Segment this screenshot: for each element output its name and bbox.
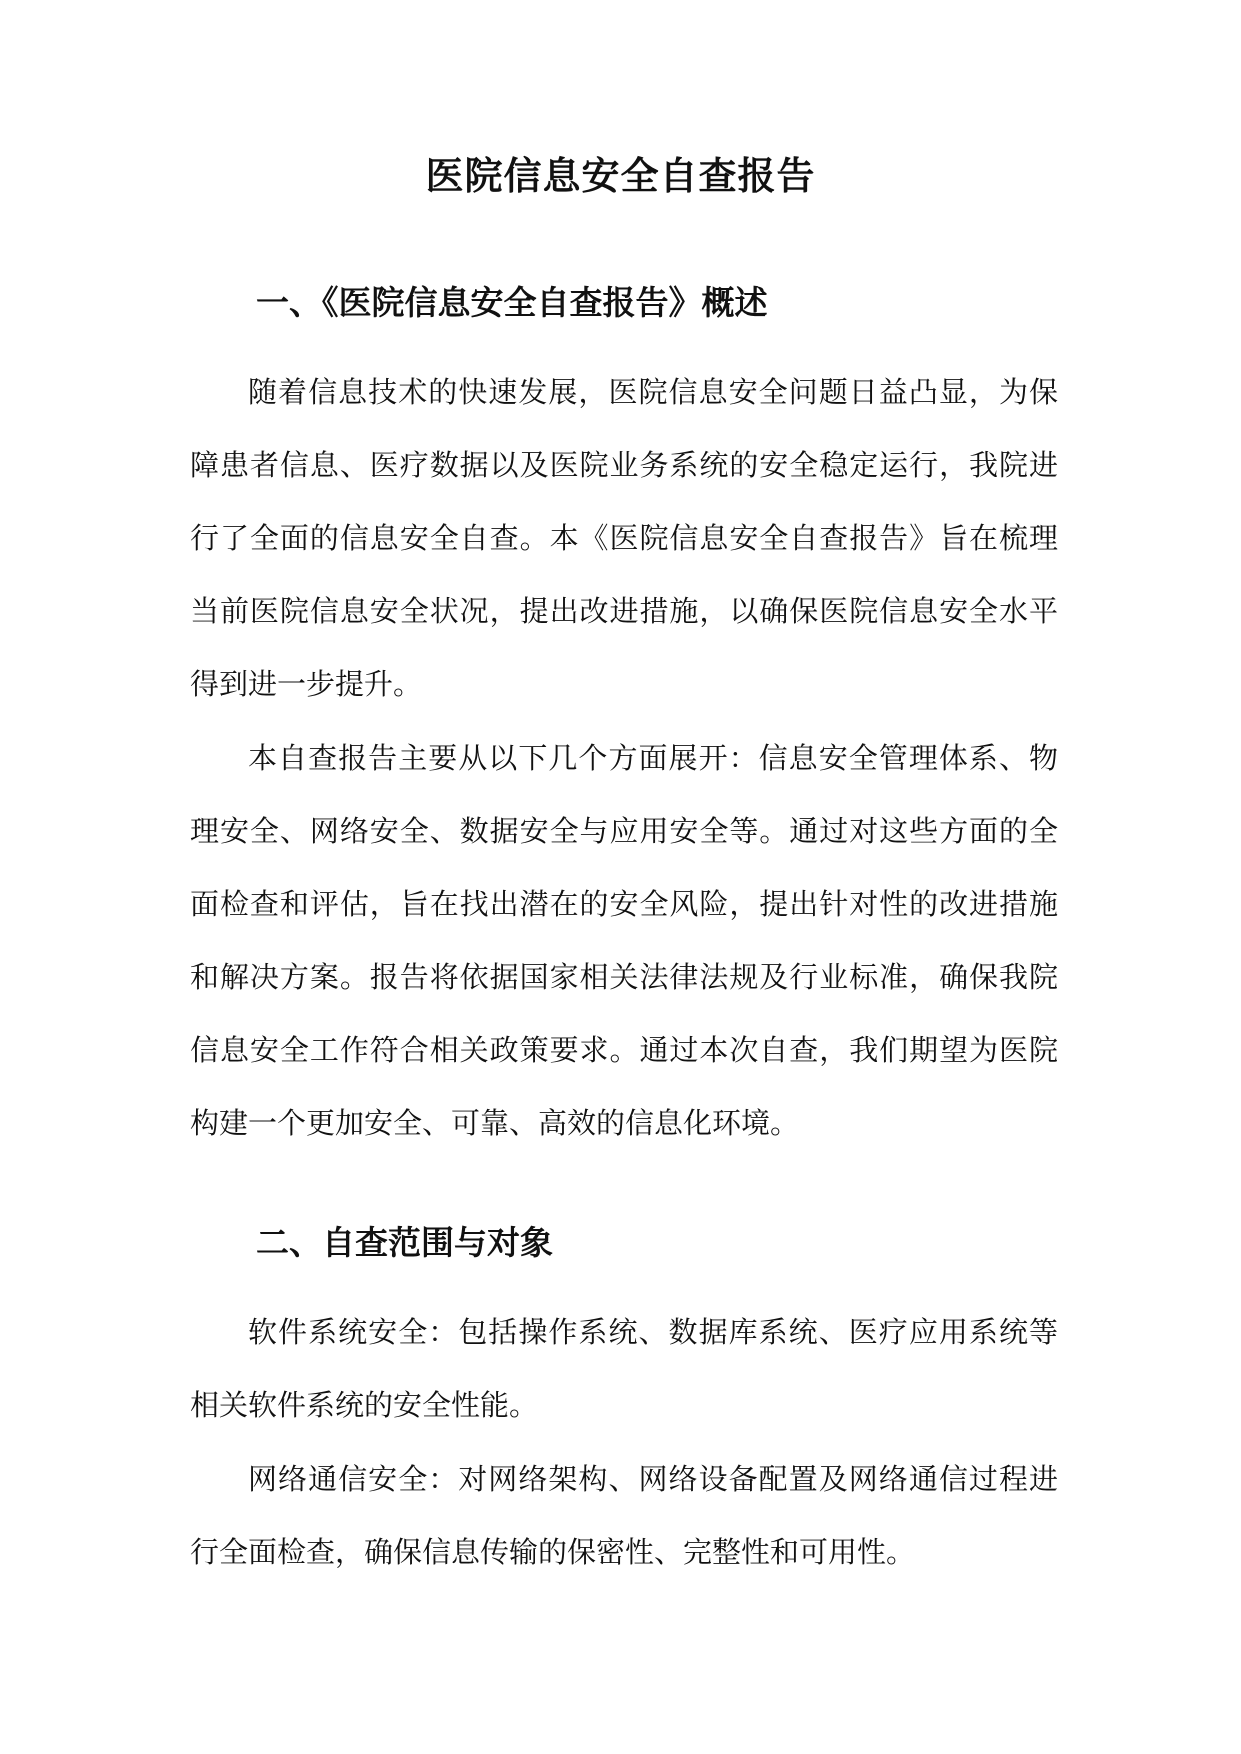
- scope-paragraph-software: 软件系统安全：包括操作系统、数据库系统、医疗应用系统等相关软件系统的安全性能。: [190, 1315, 1058, 1422]
- section-heading-overview: 一、《医院信息安全自查报告》概述: [256, 283, 768, 322]
- overview-paragraph-2: 本自查报告主要从以下几个方面展开：信息安全管理体系、物理安全、网络安全、数据安全与应用安全等。通过对这些方面的全面检查和评估，旨在找出潜在的安全风险，提出针对性的改进措施和解决方案。报告将依据国家相关法律法规及行业标准，确保我院信息安全工作符合相关政策要求。通过本次自查，我们期望为医院构建一个更加安全、可靠、高效的信息化环境。: [190, 741, 1058, 1140]
- scope-paragraph-network: 网络通信安全：对网络架构、网络设备配置及网络通信过程进行全面检查，确保信息传输的保密性、完整性和可用性。: [190, 1462, 1058, 1569]
- overview-paragraph-1: 随着信息技术的快速发展，医院信息安全问题日益凸显，为保障患者信息、医疗数据以及医院业务系统的安全稳定运行，我院进行了全面的信息安全自查。本《医院信息安全自查报告》旨在梳理当前医院信息安全状况，提出改进措施，以确保医院信息安全水平得到进一步提升。: [190, 375, 1058, 701]
- section-heading-scope: 二、自查范围与对象: [256, 1223, 553, 1262]
- document-title: 医院信息安全自查报告: [425, 153, 816, 198]
